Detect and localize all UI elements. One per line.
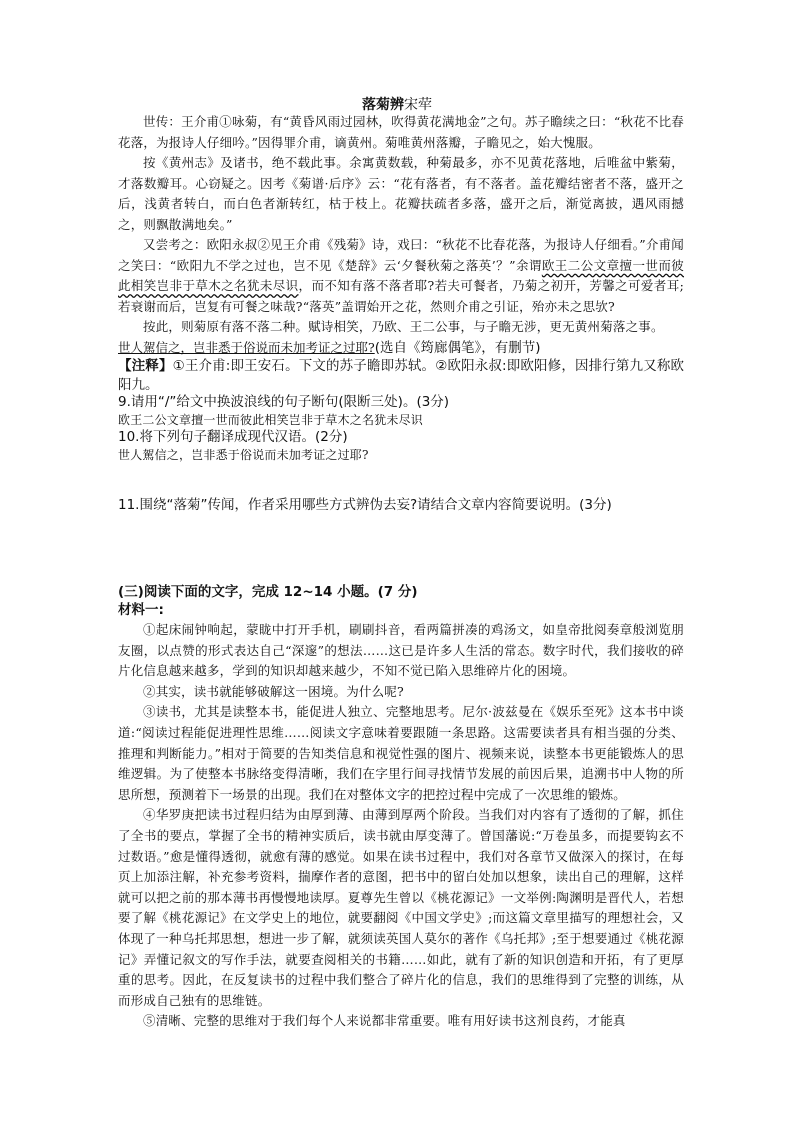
passage-paragraph-3-text: 又尝考之：欧阳永叔②见王介甫《残菊》诗，戏曰：“秋花不比春花落，为报诗人仔细看。”介甫闻之笑曰：“欧阳九不学之过也，岂不见《楚辞》云‘夕餐秋菊之落英’？”余谓 [118, 237, 684, 273]
question-9-stem: 9.请用“/”给文中换波浪线的句子断句(限断三处)。(3分) [118, 394, 450, 410]
notes [118, 357, 684, 395]
material-label: 材料一: [118, 602, 164, 618]
source-note: (选自《筠廊偶笔》，有删节) [374, 340, 541, 356]
underlined-conclusion: 世人駕信之，岂非悉于俗说而未加考证之过耶? [118, 340, 375, 355]
passage-paragraph-3: 又尝考之：欧阳永叔②见王介甫《残菊》诗，戏曰：“秋花不比春花落，为报诗人仔细看。”介甫闻之笑曰：“欧阳九不学之过也，岂不见《楚辞》云‘夕餐秋菊之落英’？”余谓欧王二公文章擅一世而彼此相笑岂非于草木之名犹未尽识，而不知有落不落者耶?若夫可餐者，乃菊之初开，芳馨之可爱者耳;若衰谢而后，岂复有可餐之味哉?“落英”盖谓始开之花，然则介甫之引证，殆亦未之思欤? [118, 237, 685, 314]
material-paragraph-4: ④华罗庚把读书过程归结为由厚到薄、由薄到厚两个阶段。当我们对内容有了透彻的了解，抓住了全书的要点，掌握了全书的精神实质后，读书就由厚变薄了。曾国藩说:“万卷虽多，而提要钩玄不过数语。”愈是懂得透彻，就愈有薄的感觉。如果在读书过程中，我们对各章节又做深入的探讨，在每页上加添注解，补充参考资料，揣摩作者的意图，把书中的留白处加以想象，读出自己的理解，这样就可以把之前的那本薄书再慢慢地读厚。夏尊先生曾以《桃花源记》一文举例:陶渊明是晋代人，若想要了解《桃花源记》在文学史上的地位，就要翻阅《中国文学史》;而这篇文章里描写的理想社会，又体现了一种乌托邦思想，想进一步了解，就须读英国人莫尔的著作《乌托邦》;至于想要通过《桃花源记》弄懂记叙文的写作手法，就要查阅相关的书籍……如此，就有了新的知识创造和开拓，有了更厚重的思考。因此，在反复读书的过程中我们整合了碎片化的信息，我们的思维得到了完整的训练，从而形成自己独有的思维链。 [118, 807, 684, 1008]
question-11-stem: 11.围绕“落菊”传闻，作者采用哪些方式辨伪去妄?请结合文章内容简要说明。(3分) [118, 497, 612, 513]
passage-conclusion-line [118, 339, 684, 358]
material-paragraph-5: ⑤清晰、完整的思维对于我们每个人来说都非常重要。唯有用好读书这剂良药，才能真 [143, 1013, 626, 1029]
question-10-content: 世人駕信之，岂非悉于俗说而未加考证之过耶? [118, 448, 369, 462]
material-one-text [118, 620, 684, 1032]
passage-paragraph-3-rest: 而不知有落不落者耶?若夫可餐者，乃菊之初开，芳馨之可爱者耳;若衰谢而后，岂复有可餐之味哉?“落英”盖谓始开之花，然则介甫之引证，殆亦未之思欤? [118, 278, 684, 314]
material-paragraph-1: ①起床闹钟响起，蒙眬中打开手机，刷刷抖音，看两篇拼凑的鸡汤文，如皇帝批阅奏章般浏览朋友圈，以点赞的形式表达自己“深邃”的想法……这已是许多人生活的常态。数字时代，我们接收的碎片化信息越来越多，学到的知识却越来越少，不知不觉已陷入思维碎片化的困境。 [118, 622, 684, 679]
notes-text: ①王介甫:即王安石。下文的苏子瞻即苏轼。②欧阳永叔:即欧阳修，因排行第九又称欧阳九。 [118, 358, 684, 393]
section-3-heading: (三)阅读下面的文字，完成 12~14 小题。(7 分) [118, 584, 418, 600]
passage-paragraph-2: 按《黄州志》及诸书，绝不载此事。余寓黄数载，种菊最多，亦不见黄花落地，后唯盆中紫菊，才落数瓣耳。心窃疑之。因考《菊谱·后序》云：“花有落者，有不落者。盖花瓣结密者不落，盛开之后，浅黄者转白，而白色者渐转红，枯于枝上。花瓣扶疏者多落，盛开之后，渐觉离披，遇风雨撼之，则飘散满地矣。” [118, 155, 684, 232]
question-10-stem: 10.将下列句子翻译成现代汉语。(2分) [118, 429, 348, 445]
classical-passage [118, 112, 684, 338]
material-paragraph-3: ③读书，尤其是读整本书，能促进人独立、完整地思考。尼尔·波兹曼在《娱乐至死》这本书中谈道:“阅读过程能促进理性思维……阅读文字意味着要跟随一条思路。这需要读者具有相当强的分类、推理和判断能力。”相对于简要的告知类信息和视觉性强的图片、视频来说，读整本书更能锻炼人的思维逻辑。为了使整本书脉络变得清晰，我们在字里行间寻找情节发展的前因后果，追溯书中人物的所思所想，预测着下一场景的出现。我们在对整体文字的把控过程中完成了一次思维的锻炼。 [118, 704, 684, 802]
title-main: 落菊辨 [362, 97, 404, 113]
wavy-underlined-sentence: 欧王二公文章擅一世而彼此相笑岂非于草木之名犹未尽识 [118, 257, 685, 293]
material-paragraph-2: ②其实，读书就能够破解这一困境。为什么呢? [143, 683, 404, 699]
title-author: 宋荦 [404, 97, 432, 113]
question-9-content: 欧王二公文章擅一世而彼此相笑岂非于草木之名犹未尽识 [118, 413, 424, 427]
passage-title [0, 94, 794, 114]
passage-paragraph-4: 按此，则菊原有落不落二种。赋诗相笑，乃欧、王二公事，与子瞻无涉，更无黄州菊落之事。 [143, 319, 664, 334]
passage-paragraph-1: 世传：王介甫①咏菊，有“黄昏风雨过园林，吹得黄花满地金”之句。苏子瞻续之曰：“秋花不比春花落，为报诗人仔细吟。”因得罪介甫，谪黄州。菊唯黄州落瓣，子瞻见之，始大愧服。 [118, 114, 684, 150]
notes-label: 【注释】 [118, 358, 173, 374]
